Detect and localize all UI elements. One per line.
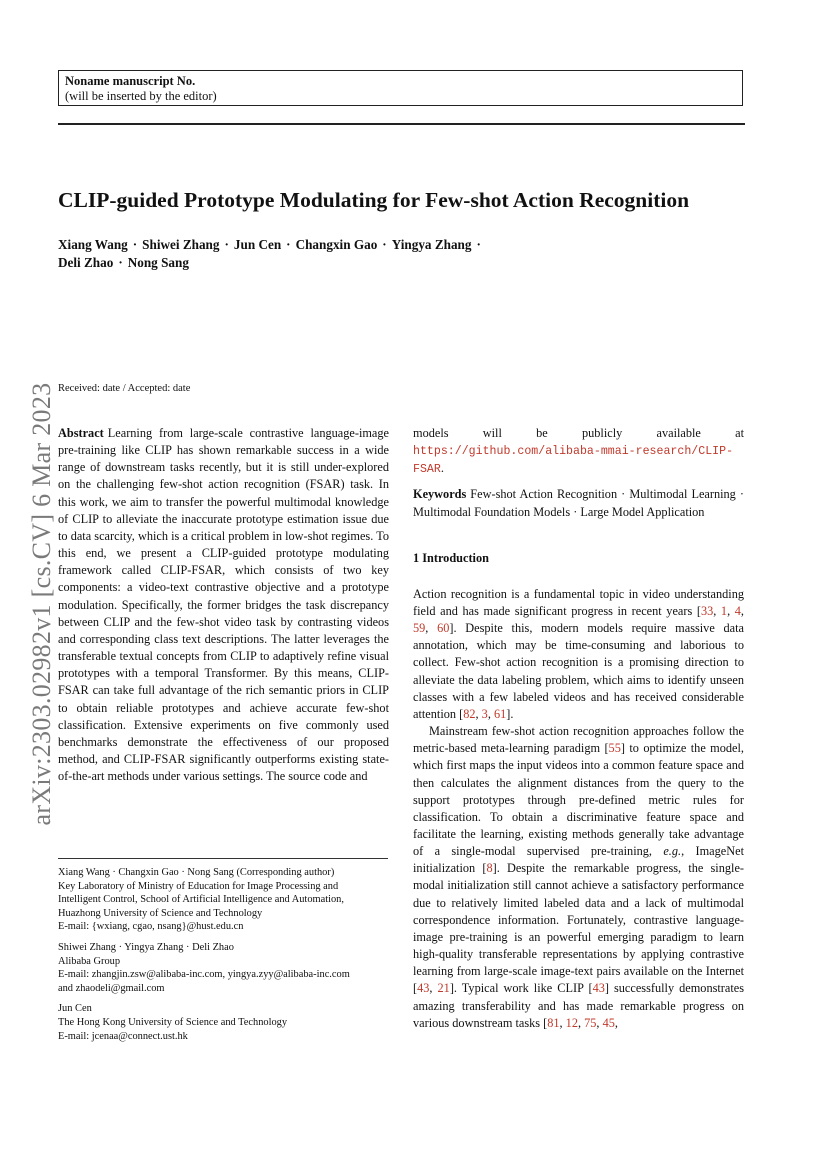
citation-link[interactable]: 3 (481, 706, 488, 721)
citation-link[interactable]: 82 (463, 706, 476, 721)
author: Changxin Gao (295, 237, 378, 252)
author: Yingya Zhang (391, 237, 472, 252)
abstract-continuation: models will be publicly available at https://github.com/alibaba-mmai-research/CLIP-FSAR. (413, 426, 744, 477)
manuscript-number: Noname manuscript No. (65, 74, 196, 88)
keywords-body: Few-shot Action Recognition · Multimodal Learning · Multimodal Foundation Models · Large Model Application (413, 487, 744, 519)
editor-note: (will be inserted by the editor) (65, 89, 217, 103)
arxiv-stamp: arXiv:2303.02982v1 [cs.CV] 6 Mar 2023 (27, 382, 56, 826)
citation-link[interactable]: 43 (592, 981, 605, 996)
right-column (413, 425, 744, 1032)
citation-link[interactable]: 45 (602, 1015, 615, 1030)
citation-link[interactable]: 4 (734, 603, 741, 618)
citation-link[interactable]: 81 (547, 1015, 560, 1030)
abstract-label: Abstract (58, 426, 104, 440)
citation-link[interactable]: 8 (486, 861, 493, 876)
paper-title: CLIP-guided Prototype Modulating for Few-shot Action Recognition (58, 188, 690, 212)
manuscript-box (58, 70, 743, 106)
affiliation-block: Xiang Wang · Changxin Gao · Nong Sang (Corresponding author) Key Laboratory of Ministry of Education for Image Processing and Intelligent Control, School of Artificial Intelligence and Automation, Huazhong University of Science and Technology E-mail: {wxiang, cgao, nsang}@hust.edu.cn (58, 867, 344, 933)
keywords (413, 486, 744, 520)
author-separator: · (224, 237, 229, 252)
citation-link[interactable]: 60 (437, 621, 450, 636)
citation-link[interactable]: 75 (584, 1015, 597, 1030)
affiliation-block: Shiwei Zhang · Yingya Zhang · Deli Zhao Alibaba Group E-mail: zhangjin.zsw@alibaba-inc.com, yingya.zyy@alibaba-inc.com and zhaodeli@gmail.com (58, 941, 350, 994)
citation-link[interactable]: 59 (413, 621, 426, 636)
affiliation-block: Jun Cen The Hong Kong University of Science and Technology E-mail: jcenaa@connect.ust.hk (58, 1003, 288, 1042)
intro-paragraph-2: Mainstream few-shot action recognition approaches follow the metric-based meta-learning paradigm [55] to optimize the model, which first maps the input videos into a common feature space and then calculates the alignment distances from the query to the support prototypes through pre-defined metric rules for classification. To obtain a discriminative feature space and facilitate the learning, existing methods generally take advantage of a single-modal supervised pre-training, e.g., ImageNet initialization [8]. Despite the remarkable progress, the single-modal initialization still cannot achieve a satisfactory performance due to relatively limited labeled data and a lack of multimodal correspondence information. Fortunately, contrastive language-image pre-training is an powerful emerging paradigm to learn high-quality transferable representations by applying contrastive learning from large-scale image-text pairs available on the Internet [43, 21]. Typical work like CLIP [43] successfully demonstrates amazing transferability and has made remarkable progress on various downstream tasks [81, 12, 75, 45, (413, 724, 745, 1030)
authors-line-1 (58, 236, 538, 254)
section-heading-introduction: 1 Introduction (413, 550, 489, 565)
author: Xiang Wang (58, 237, 128, 252)
author-separator: · (132, 237, 138, 252)
keywords-label: Keywords (413, 487, 467, 502)
citation-link[interactable]: 55 (608, 741, 621, 756)
author-separator: · (382, 237, 387, 252)
left-column (58, 425, 389, 785)
abstract-body: Learning from large-scale contrastive language-image pre-training like CLIP has shown remarkable success in a wide range of downstream tasks recently, but it is still under-explored on the challenging few-shot action recognition (FSAR) task. In this work, we aim to transfer the powerful multimodal knowledge of CLIP to alleviate the inaccurate prototype estimation issue due to data scarcity, which is a critical problem in low-shot regimes. To this end, we present a CLIP-guided prototype modulating framework called CLIP-FSAR, which consists of two key components: a video-text contrastive objective and a prototype modulation. Specifically, the former bridges the task discrepancy between CLIP and the few-shot video task by contrasting videos and corresponding class text descriptions. The latter leverages the transferable textual concepts from CLIP to adaptively refine visual prototypes with a temporal Transformer. By this means, CLIP-FSAR can take full advantage of the rich semantic priors in CLIP to obtain reliable prototypes and achieve accurate few-shot classification. Extensive experiments on five commonly used benchmarks demonstrate the effectiveness of our proposed method, and CLIP-FSAR significantly outperforms existing state-of-the-art methods under various settings. The source code and (58, 426, 389, 784)
header-rule (58, 123, 745, 125)
source-code-link[interactable]: https://github.com/alibaba-mmai-research/CLIP-FSAR (413, 445, 734, 477)
affiliation-footnotes (58, 866, 398, 1050)
citation-link[interactable]: 33 (700, 603, 714, 618)
author: Nong Sang (127, 255, 189, 270)
author: Shiwei Zhang (142, 237, 220, 252)
author-separator: · (286, 237, 291, 252)
citation-link[interactable]: 1 (720, 603, 728, 618)
footnote-rule (58, 858, 388, 859)
authors-line-2 (58, 254, 538, 272)
author: Jun Cen (233, 237, 282, 252)
abstract (58, 425, 389, 785)
citation-link[interactable]: 12 (565, 1015, 578, 1030)
author-separator: · (118, 255, 123, 270)
citation-link[interactable]: 21 (437, 981, 450, 996)
author-list (58, 236, 538, 272)
citation-link[interactable]: 43 (417, 981, 430, 996)
received-date: Received: date / Accepted: date (58, 383, 191, 394)
author: Deli Zhao (58, 255, 114, 270)
author-separator: · (476, 237, 481, 252)
citation-link[interactable]: 61 (493, 706, 507, 721)
intro-paragraph-1: Action recognition is a fundamental topic in video understanding field and has made significant progress in recent years [33, 1, 4, 59, 60]. Despite this, modern models require massive data annotation, which may be time-consuming and laborious to collect. Few-shot action recognition is a promising direction to alleviate the data labeling problem, which aims to identify unseen classes with a few labeled videos and has received considerable attention [82, 3, 61]. (413, 586, 744, 721)
